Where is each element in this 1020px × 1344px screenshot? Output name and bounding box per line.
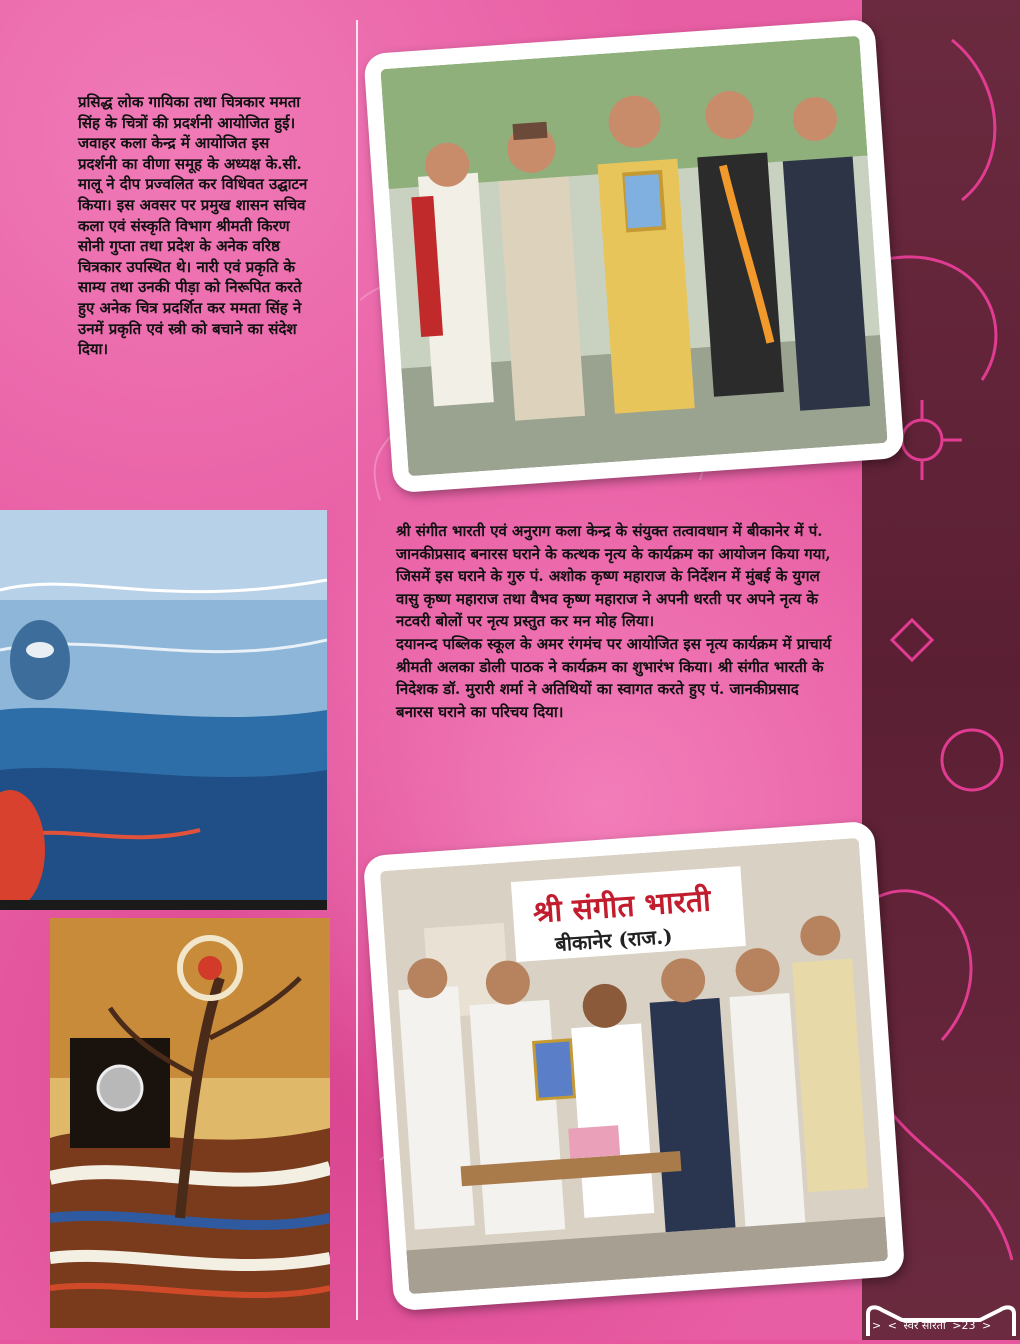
- column-divider: [356, 20, 358, 1320]
- left-article-text: प्रसिद्ध लोक गायिका तथा चित्रकार ममता सिंह के चित्रों की प्रदर्शनी आयोजित हुई। जवाहर कला केन्द्र में आयोजित इस प्रदर्शनी का वीणा समूह के अध्यक्ष के.सी. मालू ने दीप प्रज्वलित कर विधिवत उद्घाटन किया। इस अवसर पर प्रमुख शासन सचिव कला एवं संस्कृति विभाग श्रीमती किरण सोनी गुप्ता तथा प्रदेश के अनेक वरिष्ठ चित्रकार उपस्थित थे। नारी एवं प्रकृति के साम्य तथा उनकी पीड़ा को निरूपित करते हुए अनेक चित्र प्रदर्शित कर ममता सिंह ने उनमें प्रकृति एवं स्त्री को बचाने का संदेश दिया।: [78, 93, 308, 359]
- footer-magazine-name: स्वर सरिता: [903, 1319, 946, 1332]
- felicitation-photo: [363, 821, 906, 1312]
- right-article-paragraph-1: श्री संगीत भारती एवं अनुराग कला केन्द्र के संयुक्त तत्वावधान में बीकानेर में पं. जानकीप्रसाद बनारस घराने के कत्थक नृत्य के कार्यक्रम का आयोजन किया गया, जिसमें इस घराने के गुरु पं. अशोक कृष्ण महाराज के निर्देशन में मुंबई के युगल वासु कृष्ण महाराज तथा वैभव कृष्ण महाराज ने अपनी धरती पर अपने नृत्य के नटवरी बोलों पर नृत्य प्रस्तुत कर मन मोह लिया।: [396, 522, 831, 631]
- felicitation-illustration: [380, 838, 888, 1294]
- blue-painting-art: [0, 510, 327, 910]
- footer-arrow-mid: <: [887, 1319, 897, 1332]
- tree-painting-art: [50, 918, 330, 1328]
- footer-page-number: >23: [952, 1319, 976, 1332]
- page-footer: [872, 1318, 1012, 1336]
- banner-title: श्री संगीत भारती: [531, 883, 712, 931]
- award-ceremony-photo: [363, 19, 904, 494]
- right-article-text: [396, 520, 836, 723]
- blue-painting: [0, 510, 327, 910]
- footer-arrow-right: >: [981, 1319, 992, 1332]
- footer-arrow-left: >: [872, 1319, 882, 1332]
- right-article-paragraph-2: दयानन्द पब्लिक स्कूल के अमर रंगमंच पर आयोजित इस नृत्य कार्यक्रम में प्राचार्य श्रीमती अलका डोली पाठक ने कार्यक्रम का शुभारंभ किया। श्री संगीत भारती के निदेशक डॉ. मुरारी शर्मा ने अतिथियों का स्वागत करते हुए पं. जानकीप्रसाद बनारस घराने का परिचय दिया।: [396, 634, 832, 721]
- tree-painting: [50, 918, 330, 1328]
- banner-subtitle: बीकानेर (राज.): [554, 924, 674, 957]
- award-ceremony-illustration: [380, 36, 887, 476]
